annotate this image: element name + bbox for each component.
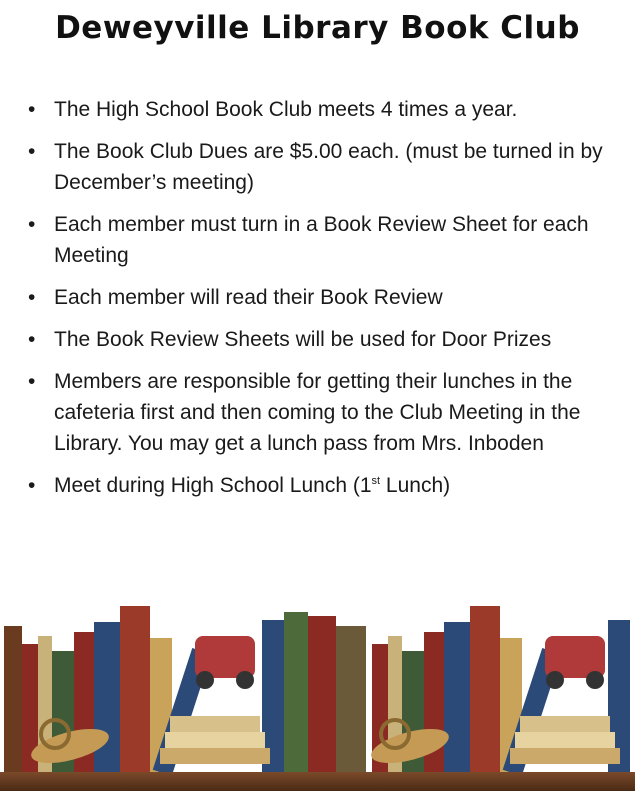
bullet-icon: • [28,286,36,309]
bullet-icon: • [28,474,36,497]
page-title: Deweyville Library Book Club [55,10,580,46]
list-item-text: The Book Club Dues are $5.00 each. (must be turned in by December’s meeting) [54,140,603,194]
list-item [28,470,628,501]
list-item-text-end: Lunch) [380,474,451,497]
list-item-text-start: Meet during High School Lunch (1 [54,474,372,497]
book-stack-left [4,606,366,776]
ordinal-superscript: st [371,475,381,487]
bullet-icon: • [28,213,36,236]
bullet-icon: • [28,98,36,121]
list-item-text: Members are responsible for getting their lunches in the cafeteria first and then coming to the Club Meeting in the Library. You may get a lunch pass from Mrs. Inboden [54,370,581,455]
book-stack-right [368,606,630,776]
bullet-icon: • [28,328,36,351]
list-item [28,136,628,198]
bookshelf-illustration [0,596,635,791]
bullet-icon: • [28,140,36,163]
list-item [28,282,628,313]
list-item [28,324,628,355]
list-item-text: The Book Review Sheets will be used for Door Prizes [54,328,552,351]
list-item [28,209,628,271]
list-item-text: The High School Book Club meets 4 times a year. [54,98,518,121]
list-item-text: Each member must turn in a Book Review Sheet for each Meeting [54,213,589,267]
bullet-icon: • [28,370,36,393]
list-item-text: Each member will read their Book Review [54,286,443,309]
bullet-list [28,94,628,512]
list-item [28,94,628,125]
list-item [28,366,628,459]
